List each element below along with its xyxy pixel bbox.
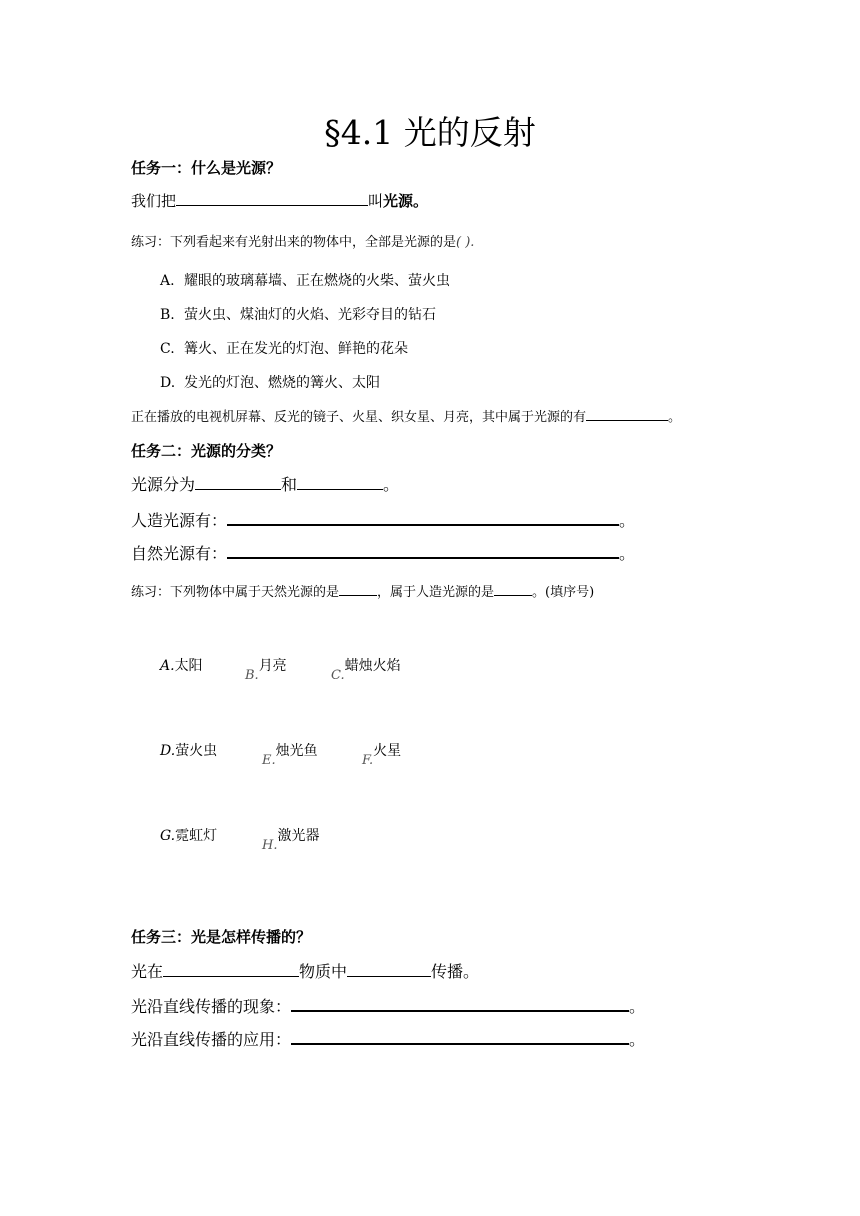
phenomenon-label: 光沿直线传播的现象： xyxy=(131,997,292,1016)
item-letter: A. xyxy=(160,658,175,674)
artificial-blank[interactable] xyxy=(227,510,619,526)
item-text: 太阳 xyxy=(174,658,203,674)
exercise-part-a: 练习：下列物体中属于天然光源的是 xyxy=(131,585,340,600)
split-blank-2[interactable] xyxy=(297,475,383,490)
option-b[interactable] xyxy=(160,304,436,324)
option-letter: C. xyxy=(160,341,175,357)
line1-part-a: 光在 xyxy=(131,962,164,981)
phenomenon-end: 。 xyxy=(629,997,646,1016)
artificial-answer-blank[interactable] xyxy=(494,581,532,596)
option-a[interactable] xyxy=(160,270,450,290)
item-text: 月亮 xyxy=(258,658,287,674)
propagation-blank[interactable] xyxy=(347,962,431,977)
answer-paren[interactable]: ( ). xyxy=(456,235,475,250)
phenomenon-blank[interactable] xyxy=(291,996,629,1012)
extra-question-end: 。 xyxy=(668,410,682,425)
exercise-part-b: ，属于人造光源的是 xyxy=(377,585,495,600)
option-letter: A. xyxy=(160,273,175,289)
definition-suffix: 叫 xyxy=(368,192,384,210)
item-b xyxy=(245,655,287,683)
definition-prefix: 我们把 xyxy=(131,192,177,210)
option-c[interactable] xyxy=(160,338,408,358)
option-text: 萤火虫、煤油灯的火焰、光彩夺目的钻石 xyxy=(184,307,436,323)
natural-label: 自然光源有： xyxy=(131,544,228,563)
item-text: 霓虹灯 xyxy=(175,828,218,844)
item-text: 萤火虫 xyxy=(175,743,218,759)
artificial-line xyxy=(131,508,635,531)
artificial-end: 。 xyxy=(619,511,636,530)
split-end: 。 xyxy=(383,475,400,494)
option-letter: B. xyxy=(160,307,175,323)
artificial-label: 人造光源有： xyxy=(131,511,228,530)
item-a xyxy=(160,655,203,675)
item-h xyxy=(262,825,320,853)
option-text: 篝火、正在发光的灯泡、鲜艳的花朵 xyxy=(184,341,408,357)
item-letter: H. xyxy=(262,838,278,853)
application-label: 光沿直线传播的应用： xyxy=(131,1030,292,1049)
item-f xyxy=(362,740,402,768)
item-text: 烛光鱼 xyxy=(275,743,318,759)
natural-blank[interactable] xyxy=(227,543,619,559)
item-e xyxy=(262,740,318,768)
application-end: 。 xyxy=(629,1030,646,1049)
item-c xyxy=(331,655,401,683)
medium-blank[interactable] xyxy=(163,962,299,977)
option-d[interactable] xyxy=(160,372,380,392)
task1-extra-question xyxy=(131,406,681,425)
item-letter: C. xyxy=(331,668,345,683)
exercise-part-c: 。(填序号) xyxy=(532,585,595,600)
task3-line1 xyxy=(131,959,479,982)
task1-heading: 任务一：什么是光源？ xyxy=(131,159,282,177)
option-letter: D. xyxy=(160,375,176,391)
application-blank[interactable] xyxy=(291,1029,629,1045)
task2-heading: 任务二：光源的分类？ xyxy=(131,442,282,460)
line1-part-c: 传播。 xyxy=(431,962,480,981)
item-letter: B. xyxy=(245,668,259,683)
item-letter: E. xyxy=(262,753,276,768)
definition-blank[interactable] xyxy=(176,191,368,206)
item-text: 蜡烛火焰 xyxy=(344,658,401,674)
item-letter: F. xyxy=(362,753,374,768)
split-mid: 和 xyxy=(281,475,298,494)
item-text: 火星 xyxy=(373,743,402,759)
option-text: 耀眼的玻璃幕墙、正在燃烧的火柴、萤火虫 xyxy=(184,273,450,289)
task1-exercise xyxy=(131,231,474,250)
split-blank-1[interactable] xyxy=(195,475,281,490)
item-d xyxy=(160,740,217,760)
application-line xyxy=(131,1027,645,1050)
natural-answer-blank[interactable] xyxy=(339,581,377,596)
line1-part-b: 物质中 xyxy=(299,962,348,981)
extra-question-blank[interactable] xyxy=(586,406,668,421)
split-prefix: 光源分为 xyxy=(131,475,196,494)
item-letter: D. xyxy=(160,743,176,759)
extra-question-text: 正在播放的电视机屏幕、反光的镜子、火星、织女星、月亮，其中属于光源的有 xyxy=(131,410,587,425)
phenomenon-line xyxy=(131,994,645,1017)
natural-line xyxy=(131,541,635,564)
task2-exercise xyxy=(131,581,594,600)
item-g xyxy=(160,825,217,845)
task2-split xyxy=(131,472,399,495)
task3-heading: 任务三：光是怎样传播的？ xyxy=(131,928,312,946)
page-title: §4.1 光的反射 xyxy=(324,113,536,152)
task1-definition xyxy=(131,190,428,211)
option-text: 发光的灯泡、燃烧的篝火、太阳 xyxy=(184,375,380,391)
definition-term: 光源。 xyxy=(383,192,429,210)
item-letter: G. xyxy=(160,828,176,844)
exercise-text: 练习：下列看起来有光射出来的物体中，全部是光源的是 xyxy=(131,235,457,250)
item-text: 激光器 xyxy=(277,828,320,844)
natural-end: 。 xyxy=(619,544,636,563)
